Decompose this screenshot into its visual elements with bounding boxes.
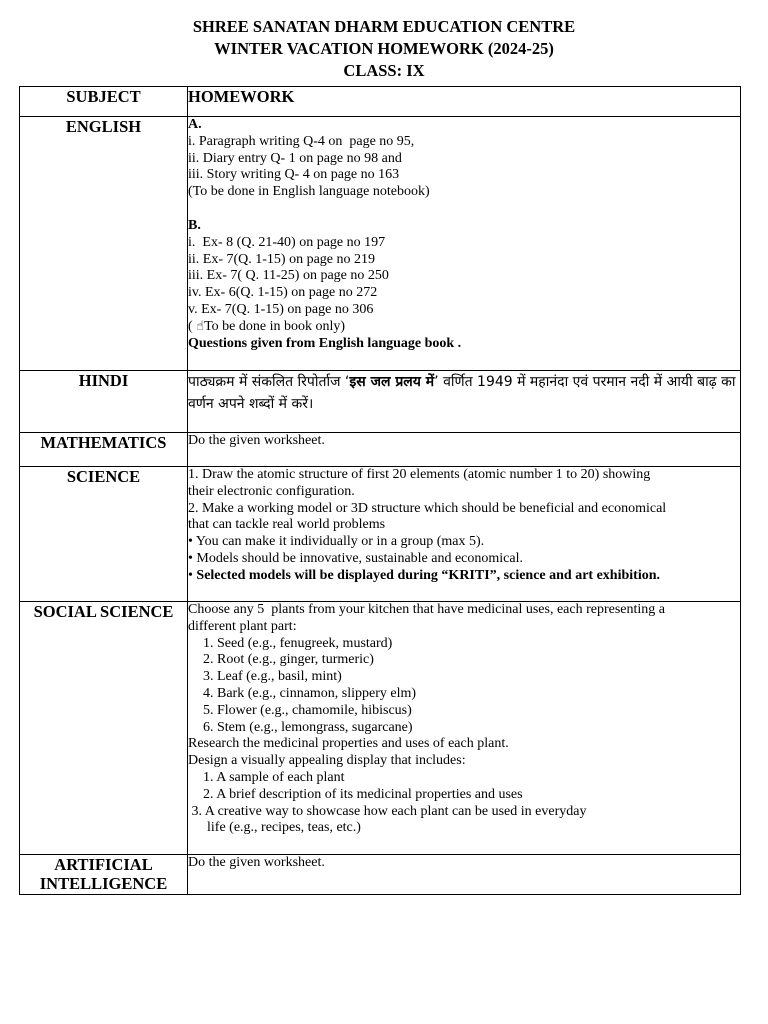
science-homework [188,467,741,602]
plant-part-item: 3. Leaf (e.g., basil, mint) [203,669,342,685]
book-note-open: ( [188,318,197,334]
plant-part-item: 1. Seed (e.g., fenugreek, mustard) [203,635,393,651]
english-a-item: iii. Story writing Q- 4 on page no 163 [188,167,400,183]
english-b-item: iii. Ex- 7( Q. 11-25) on page no 250 [188,268,389,284]
hindi-text-bold: इस जल प्रलय में [349,374,435,390]
ai-homework: Do the given worksheet. [188,855,741,895]
english-b-item: ii. Ex- 7(Q. 1-15) on page no 219 [188,251,376,267]
science-bold-line [188,568,740,585]
english-part-b-label: B. [188,217,201,233]
science-line: 2. Make a working model or 3D structure which should be beneficial and economical [188,500,667,516]
hindi-row [20,371,741,433]
english-book-note [188,319,740,336]
science-bold-text: Selected models will be displayed during “KRITI”, science and art exhibition. [196,567,660,583]
table-header-row [20,87,741,117]
science-line: that can tackle real world problems [188,517,386,533]
mathematics-subject: MATHEMATICS [20,433,188,467]
hindi-text-2: ’ वर्णित 1949 में महानंदा एवं परमान नदी में आयी बाढ़ का वर्णन अपने शब्दों में करें। [188,374,736,412]
homework-title: WINTER VACATION HOMEWORK (2024-25) [214,39,554,58]
english-b-item: v. Ex- 7(Q. 1-15) on page no 306 [188,301,374,317]
sst-intro-line: Choose any 5 plants from your kitchen that have medicinal uses, each representing a [188,602,666,617]
hindi-subject: HINDI [20,371,188,433]
school-name: SHREE SANATAN DHARM EDUCATION CENTRE [192,17,576,36]
science-line: • You can make it individually or in a group (max 5). [188,534,485,550]
english-b-item: iv. Ex- 6(Q. 1-15) on page no 272 [188,285,378,301]
subject-column-header: SUBJECT [20,87,188,117]
english-subject: ENGLISH [20,117,188,371]
english-row [20,117,741,371]
social-science-row [20,602,741,855]
sst-intro-line: different plant part: [188,618,297,634]
homework-table [19,86,741,895]
social-science-homework [188,602,741,855]
display-item: 2. A brief description of its medicinal properties and uses [203,786,523,802]
plant-part-item: 5. Flower (e.g., chamomile, hibiscus) [203,702,412,718]
social-science-subject: SOCIAL SCIENCE [20,602,188,855]
science-line: • Models should be innovative, sustainable and economical. [188,550,523,566]
hindi-text-1: पाठ्यक्रम में संकलित रिपोर्ताज ‘ [188,374,350,390]
plant-part-item: 6. Stem (e.g., lemongrass, sugarcane) [203,719,413,735]
english-part-a-label: A. [188,117,202,132]
english-a-item: i. Paragraph writing Q-4 on page no 95, [188,133,415,149]
mathematics-row [20,433,741,467]
science-row [20,467,741,602]
english-a-item: (To be done in English language notebook) [188,184,430,200]
book-note-text: To be done in book only) [204,318,346,334]
plant-part-item: 4. Bark (e.g., cinnamon, slippery elm) [203,685,417,701]
ai-subject-line1: ARTIFICIAL [54,855,153,874]
hindi-homework [188,371,741,433]
display-item: 3. A creative way to showcase how each plant can be used in everyday [188,803,587,819]
english-questions-note: Questions given from English language book . [188,335,462,351]
ai-subject-line2: INTELLIGENCE [39,874,168,893]
ai-row [20,855,741,895]
plant-part-item: 2. Root (e.g., ginger, turmeric) [203,652,374,668]
sst-research: Research the medicinal properties and uses of each plant. [188,736,509,752]
science-bold-bullet: • [188,567,197,583]
pointing-hand-icon: ☝ [196,318,205,334]
english-a-item: ii. Diary entry Q- 1 on page no 98 and [188,150,402,166]
mathematics-homework: Do the given worksheet. [188,433,741,467]
english-b-item: i. Ex- 8 (Q. 21-40) on page no 197 [188,234,386,250]
science-subject: SCIENCE [20,467,188,602]
document-header [0,16,768,82]
science-line: 1. Draw the atomic structure of first 20 elements (atomic number 1 to 20) showing [188,467,651,482]
display-item-continued: life (e.g., recipes, teas, etc.) [207,820,361,836]
ai-subject [20,855,188,895]
class-label: CLASS: IX [343,61,425,80]
homework-column-header: HOMEWORK [188,87,741,117]
science-line: their electronic configuration. [188,483,355,499]
display-item: 1. A sample of each plant [203,769,345,785]
english-homework [188,117,741,371]
sst-design: Design a visually appealing display that includes: [188,753,466,769]
